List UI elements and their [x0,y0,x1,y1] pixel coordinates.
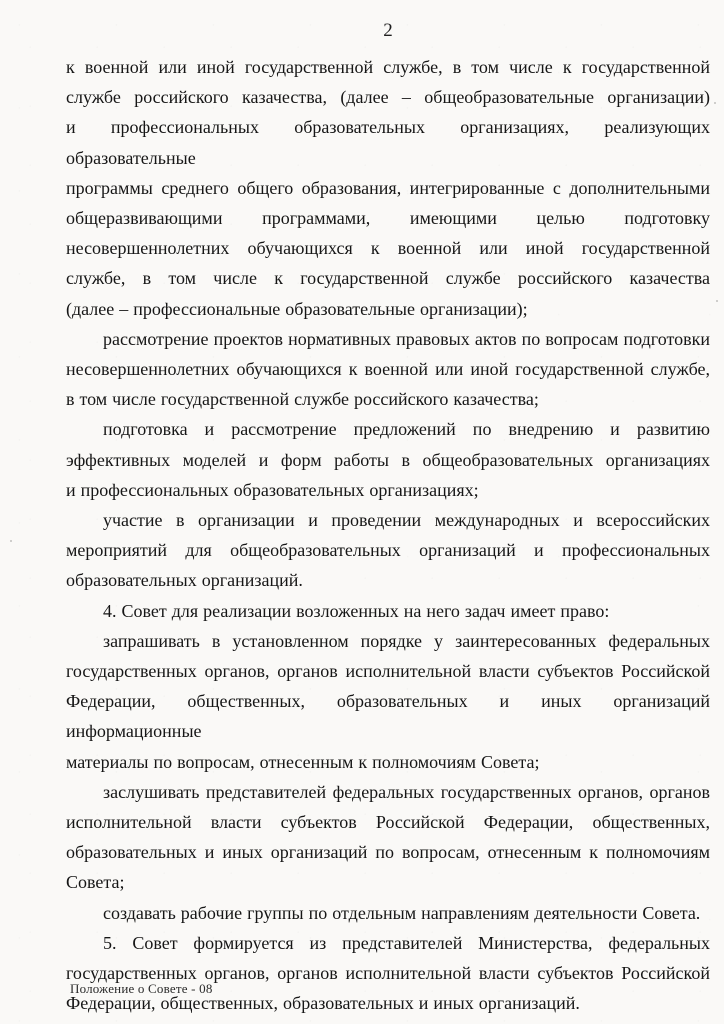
text-line: программы среднего общего образования, интегрированные с дополнительными [66,177,710,198]
scan-speck [10,540,12,542]
text-line: Совета; [66,872,125,893]
text-line: участие в организации и проведении международных и всероссийских [103,510,710,531]
paragraph [66,596,710,626]
text-line: заслушивать представителей федеральных государственных органов, органов [103,781,710,802]
text-line: и профессиональных образовательных организациях; [66,479,479,500]
paragraph [66,414,710,505]
text-line: создавать рабочие группы по отдельным направлениям деятельности Совета. [103,902,701,923]
text-line: материалы по вопросам, отнесенным к полномочиям Совета; [66,751,540,772]
text-line: Федерации, общественных, образовательных и иных организаций. [66,993,580,1014]
text-line: эффективных моделей и форм работы в общеобразовательных организациях [66,449,710,470]
text-line: несовершеннолетних обучающихся к военной или иной государственной службе, [66,359,710,380]
text-line: в том числе государственной службе российского казачества; [66,389,539,410]
paragraph [66,626,710,777]
text-line: и профессиональных образовательных организациях, реализующих образовательные [66,117,710,168]
paragraph [66,777,710,898]
document-body [66,52,710,1019]
text-line: 5. Совет формируется из представителей Министерства, федеральных [103,932,710,953]
text-line: службе российского казачества, (далее – общеобразовательные организации) [66,87,710,108]
text-line: государственных органов, органов исполнительной власти субъектов Российской [66,963,710,984]
text-line: государственных органов, органов исполнительной власти субъектов Российской [66,661,710,682]
paragraph [66,52,710,324]
page-number: 2 [383,20,393,41]
text-line: запрашивать в установленном порядке у заинтересованных федеральных [103,630,710,651]
text-line: Федерации, общественных, образовательных и иных организаций информационные [66,691,710,742]
text-line: несовершеннолетних обучающихся к военной или иной государственной [66,238,710,259]
text-line: рассмотрение проектов нормативных правовых актов по вопросам подготовки [103,328,710,349]
paragraph [66,928,710,1019]
text-line: мероприятий для общеобразовательных организаций и профессиональных [66,540,710,561]
paragraph [66,898,710,928]
paragraph [66,324,710,415]
footer-reference: Положение о Совете - 08 [70,981,213,996]
text-line: образовательных и иных организаций по вопросам, отнесенным к полномочиям [66,842,710,863]
text-line: 4. Совет для реализации возложенных на него задач имеет право: [103,600,610,621]
text-line: службе, в том числе к государственной службе российского казачества [66,268,710,289]
text-line: образовательных организаций. [66,570,303,591]
text-line: (далее – профессиональные образовательные организации); [66,298,528,319]
paragraph [66,505,710,596]
text-line: исполнительной власти субъектов Российской Федерации, общественных, [66,812,710,833]
text-line: подготовка и рассмотрение предложений по внедрению и развитию [103,419,710,440]
text-line: к военной или иной государственной службе, в том числе к государственной [66,57,710,77]
text-line: общеразвивающими программами, имеющими целью подготовку [66,208,710,229]
scan-speck [714,102,716,104]
scan-speck [716,300,718,302]
